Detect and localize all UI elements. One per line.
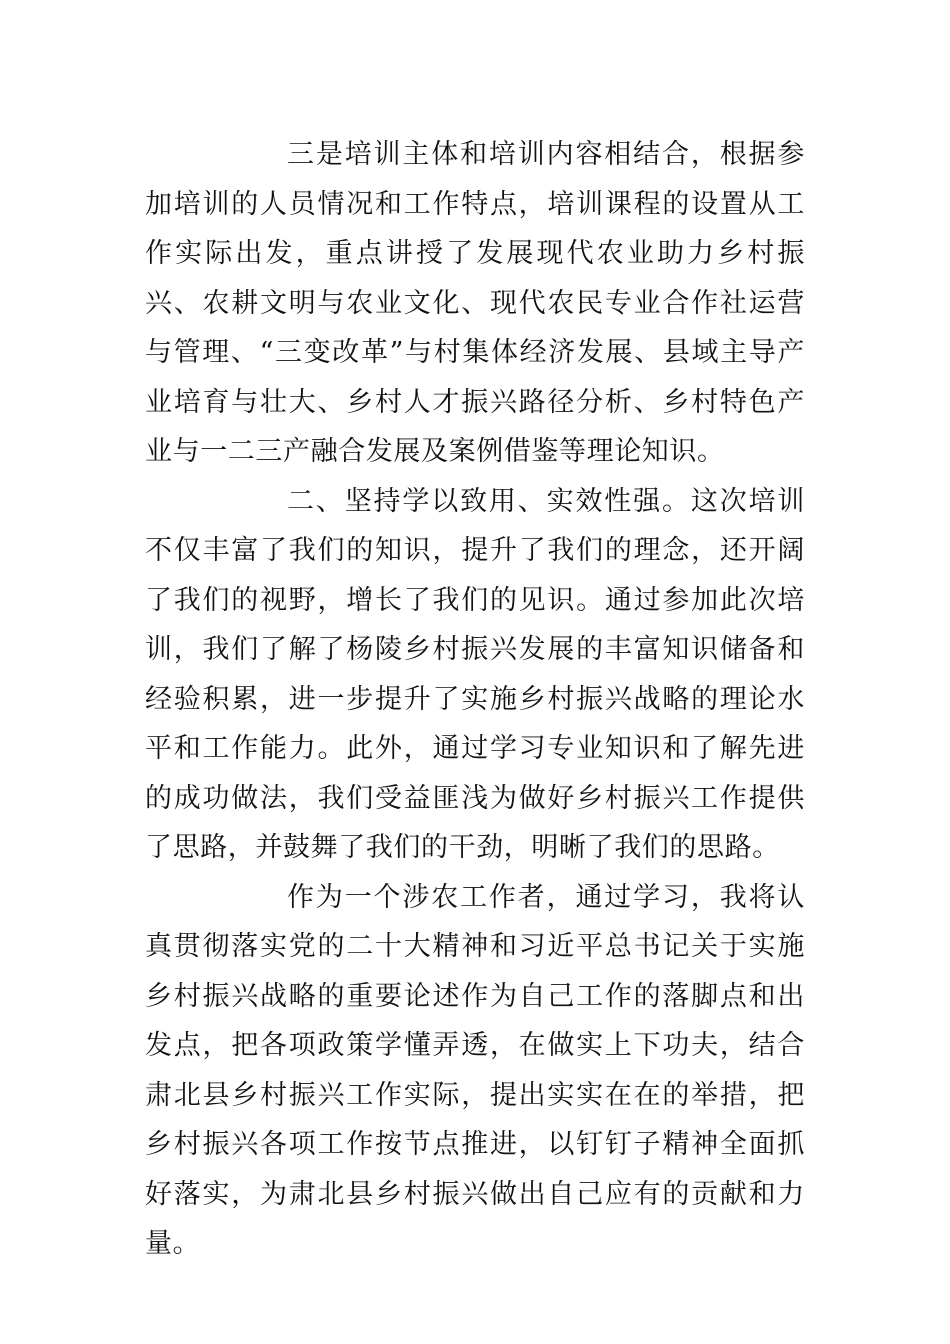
paragraph-personal-commitment: 作为一个涉农工作者，通过学习，我将认真贯彻落实党的二十大精神和习近平总书记关于实施乡村振兴战略的重要论述作为自己工作的落脚点和出发点，把各项政策学懂弄透，在做实上下功夫，结合肃北县乡村振兴工作实际，提出实实在在的举措，把乡村振兴各项工作按节点推进，以钉钉子精神全面抓好落实，为肃北县乡村振兴做出自己应有的贡献和力量。 (145, 881, 805, 1259)
paragraph-practical-effect: 二、坚持学以致用、实效性强。这次培训不仅丰富了我们的知识，提升了我们的理念，还开阔了我们的视野，增长了我们的见识。通过参加此次培训，我们了解了杨陵乡村振兴发展的丰富知识储备和经验积累，进一步提升了实施乡村振兴战略的理论水平和工作能力。此外，通过学习专业知识和了解先进的成功做法，我们受益匪浅为做好乡村振兴工作提供了思路，并鼓舞了我们的干劲，明晰了我们的思路。 (145, 485, 805, 863)
paragraph-training-content: 三是培训主体和培训内容相结合，根据参加培训的人员情况和工作特点，培训课程的设置从工作实际出发，重点讲授了发展现代农业助力乡村振兴、农耕文明与农业文化、现代农民专业合作社运营与管理、“三变改革”与村集体经济发展、县域主导产业培育与壮大、乡村人才振兴路径分析、乡村特色产业与一二三产融合发展及案例借鉴等理论知识。 (145, 139, 805, 467)
document-body (145, 130, 805, 1269)
